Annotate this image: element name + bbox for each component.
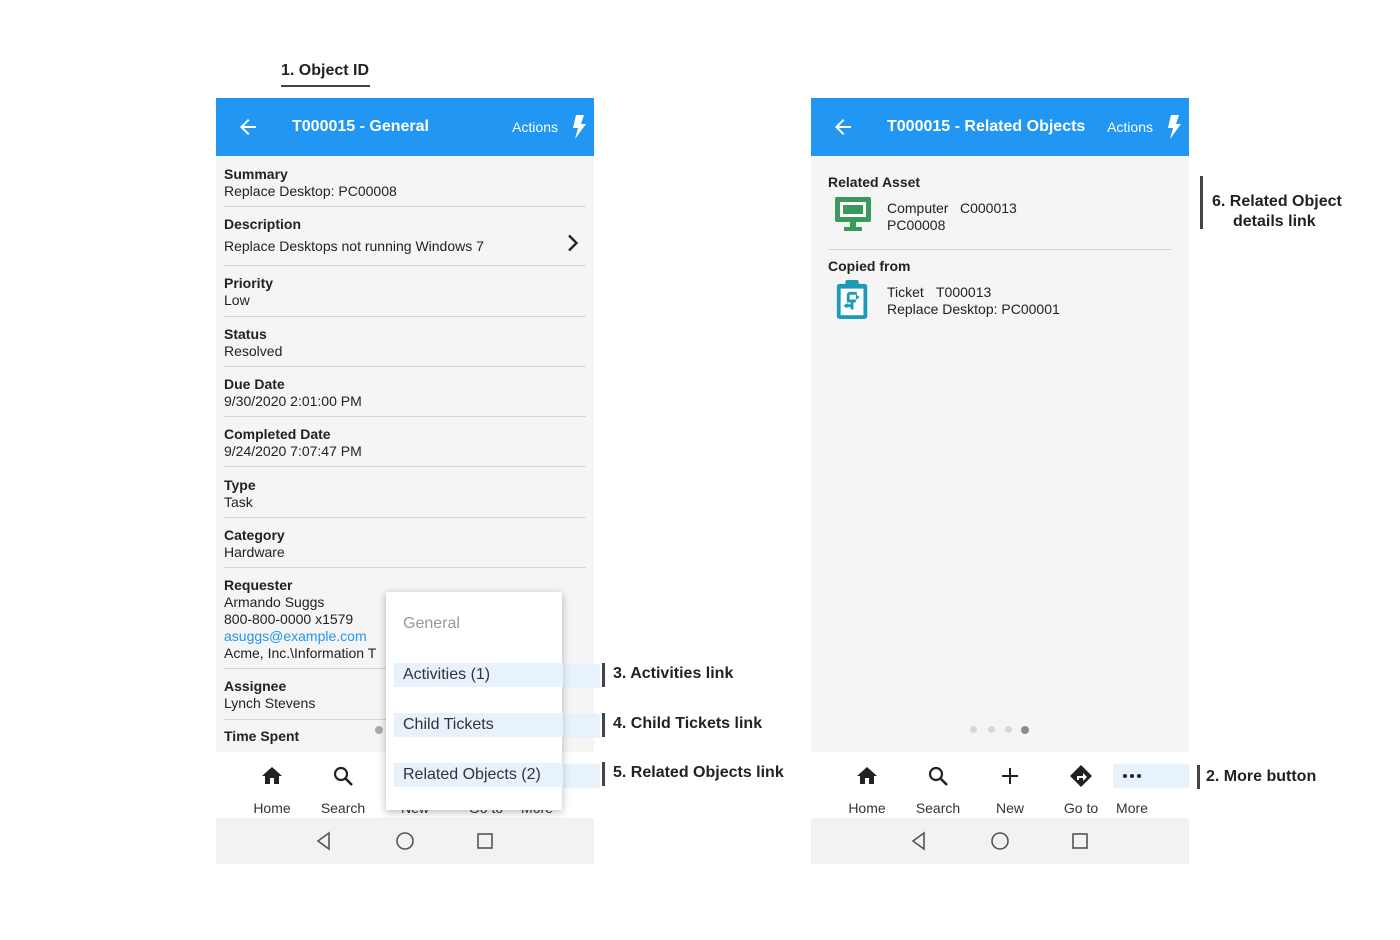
field-value: Replace Desktops not running Windows 7 — [224, 238, 484, 254]
back-arrow-icon[interactable] — [831, 115, 855, 139]
system-nav-bar — [811, 818, 1189, 864]
field-label: Time Spent — [224, 728, 300, 744]
field-value: Resolved — [224, 343, 283, 359]
copied-from-label: Copied from — [828, 258, 911, 274]
callout-related-objects: 5. Related Objects link — [613, 764, 784, 781]
field-value: 9/30/2020 2:01:00 PM — [224, 393, 362, 409]
back-arrow-icon[interactable] — [236, 115, 260, 139]
field-label: Summary — [224, 166, 288, 182]
nav-search[interactable] — [313, 752, 373, 818]
nav-label: Search — [320, 800, 366, 816]
requester-org: Acme, Inc.\Information T — [224, 645, 377, 661]
page-dot — [988, 726, 995, 733]
field-status — [224, 326, 586, 367]
page-title: T000015 - General — [292, 118, 429, 135]
requester-email[interactable]: asuggs@example.com — [224, 628, 367, 644]
highlight-child-tickets — [560, 714, 600, 738]
field-value: Low — [224, 292, 250, 308]
menu-item-related-objects[interactable]: Related Objects (2) — [394, 763, 563, 787]
callout-more-button: 2. More button — [1206, 768, 1317, 785]
nav-home[interactable] — [837, 752, 897, 818]
menu-item-child-tickets[interactable]: Child Tickets — [394, 713, 563, 737]
home-circle-icon[interactable] — [394, 830, 416, 852]
nav-label: More — [1116, 800, 1148, 816]
nav-search[interactable] — [908, 752, 968, 818]
related-asset-type: Computer — [887, 200, 949, 216]
back-triangle-icon[interactable] — [908, 830, 930, 852]
copied-from-name: Replace Desktop: PC00001 — [887, 301, 1060, 317]
page-title: T000015 - Related Objects — [887, 118, 1086, 135]
home-icon — [260, 764, 284, 788]
field-label: Description — [224, 216, 302, 232]
field-label: Category — [224, 527, 285, 543]
page-indicator — [970, 726, 1034, 734]
highlight-activities — [560, 664, 600, 688]
nav-home[interactable] — [242, 752, 302, 818]
field-due-date — [224, 376, 586, 417]
field-completed-date — [224, 426, 586, 467]
field-label: Due Date — [224, 376, 285, 392]
callout-related-object-details: 6. Related Object — [1212, 193, 1342, 210]
nav-new[interactable] — [980, 752, 1040, 818]
app-bar — [216, 98, 594, 156]
right-screen — [811, 98, 1189, 864]
nav-label: Go to — [1063, 800, 1099, 816]
search-icon — [331, 764, 355, 788]
page-dot — [970, 726, 977, 733]
callout-related-object-details-line2: details link — [1233, 213, 1316, 230]
field-priority — [224, 275, 586, 317]
related-asset-label: Related Asset — [828, 174, 921, 190]
callout-object-id: 1. Object ID — [281, 62, 370, 79]
copied-from-type: Ticket — [887, 284, 924, 300]
nav-more[interactable] — [1102, 752, 1162, 818]
chevron-right-icon[interactable] — [564, 232, 584, 254]
recents-square-icon[interactable] — [474, 830, 496, 852]
search-icon — [926, 764, 950, 788]
page-dot-active — [1021, 726, 1029, 734]
nav-label: New — [995, 800, 1024, 816]
page-dot — [1005, 726, 1012, 733]
field-label: Completed Date — [224, 426, 331, 442]
field-label: Priority — [224, 275, 274, 291]
more-dots-icon — [1120, 764, 1144, 788]
field-value: Hardware — [224, 544, 285, 560]
field-label: Status — [224, 326, 267, 342]
plus-icon — [998, 764, 1022, 788]
computer-monitor-icon — [833, 194, 873, 234]
page-dot — [375, 726, 383, 734]
field-value: Lynch Stevens — [224, 695, 316, 711]
callout-child-tickets: 4. Child Tickets link — [613, 715, 763, 732]
directions-icon — [1069, 764, 1093, 788]
callout-object-id-underline — [281, 85, 370, 87]
field-summary — [224, 166, 586, 207]
recents-square-icon[interactable] — [1069, 830, 1091, 852]
requester-name: Armando Suggs — [224, 594, 325, 610]
system-nav-bar — [216, 818, 594, 864]
menu-item-activities[interactable]: Activities (1) — [394, 663, 563, 687]
field-value: Replace Desktop: PC00008 — [224, 183, 397, 199]
field-value: Task — [224, 494, 253, 510]
callout-bar — [1197, 765, 1200, 789]
field-type — [224, 477, 586, 518]
app-bar — [811, 98, 1189, 156]
lightning-icon[interactable] — [1167, 115, 1181, 139]
nav-label: Home — [848, 800, 886, 816]
field-description[interactable] — [224, 216, 586, 266]
callout-bar — [602, 762, 605, 786]
bottom-nav — [811, 752, 1189, 818]
actions-button[interactable]: Actions — [512, 119, 558, 135]
related-asset-name: PC00008 — [887, 217, 946, 233]
copied-from-id: T000013 — [936, 284, 992, 300]
callout-bar — [602, 713, 605, 737]
home-icon — [855, 764, 879, 788]
nav-label: Search — [915, 800, 961, 816]
callout-bar — [1200, 176, 1203, 229]
field-category — [224, 527, 586, 568]
field-label: Requester — [224, 577, 293, 593]
divider — [828, 249, 1172, 250]
highlight-related-objects — [560, 764, 600, 788]
nav-label: Home — [253, 800, 291, 816]
callout-bar — [602, 663, 605, 687]
actions-button[interactable]: Actions — [1107, 119, 1153, 135]
related-asset-id: C000013 — [960, 200, 1017, 216]
lightning-icon[interactable] — [572, 115, 586, 139]
field-value: 9/24/2020 7:07:47 PM — [224, 443, 362, 459]
field-label: Assignee — [224, 678, 287, 694]
back-triangle-icon[interactable] — [313, 830, 335, 852]
clipboard-ticket-icon — [834, 278, 872, 322]
requester-phone[interactable]: 800-800-0000 x1579 — [224, 611, 354, 627]
menu-item-general[interactable]: General — [403, 615, 460, 632]
field-label: Type — [224, 477, 256, 493]
goto-menu — [386, 592, 562, 810]
callout-activities: 3. Activities link — [613, 665, 734, 682]
home-circle-icon[interactable] — [989, 830, 1011, 852]
